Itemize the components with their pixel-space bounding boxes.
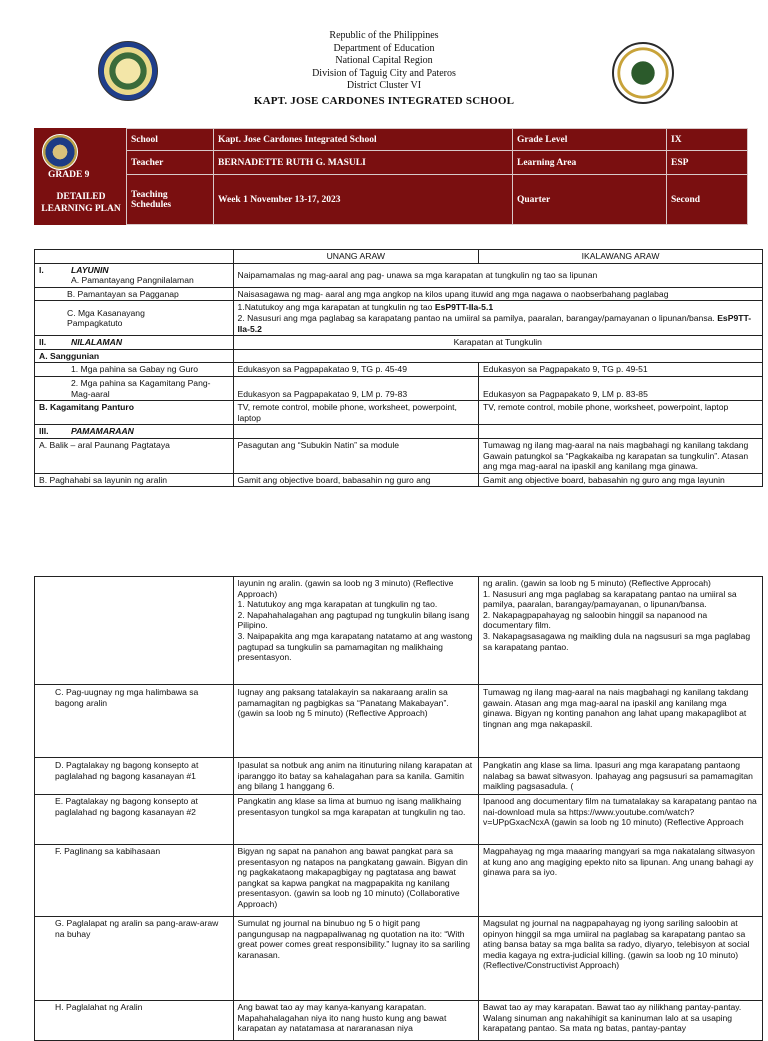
- row-label: A. Pamantayang Pangnilalaman: [71, 275, 194, 286]
- dlp-label: Teaching Schedules: [127, 175, 214, 225]
- row-value: Tumawag ng ilang mag-aaral na nais magbahagi ng kanilang takdang Gawain patungkol sa “Pagkakaiba ng karapatan sa tungkulin”. Atasan ang mga mag-aaral na ipaskil ang kanilang mga ginawa.: [479, 438, 763, 473]
- row-label: F. Paglinang sa kabihasaan: [35, 845, 234, 917]
- section-number: II.: [39, 337, 47, 348]
- row-label: C. Mga Kasanayang Pampagkatuto: [35, 301, 234, 336]
- dlp-label: Learning Area: [513, 151, 667, 175]
- letterhead-line: Division of Taguig City and Pateros: [312, 67, 456, 79]
- letterhead: [0, 30, 768, 107]
- row-value: Naisasagawa ng mag- aaral ang mga angkop na kilos upang ituwid ang mga nagawa o naobserbahang paglabag: [233, 287, 762, 301]
- letterhead-line: Republic of the Philippines: [329, 30, 439, 41]
- dlp-title: DETAILED LEARNING PLAN: [41, 192, 121, 214]
- row-value-empty: [233, 425, 479, 439]
- row-label: A. Sanggunian: [35, 349, 234, 363]
- row-label: H. Paglalahat ng Aralin: [35, 1001, 234, 1041]
- dlp-value: BERNADETTE RUTH G. MASULI: [214, 151, 513, 175]
- row-value-skills: [233, 301, 762, 336]
- row-value: Bawat tao ay may karapatan. Bawat tao ay nilikhang pantay-pantay. Walang sinuman ang nakahihigit sa kaninuman lalo at sa usaping karapatang pantao. Sa mata ng batas, pantay-pantay: [479, 1001, 763, 1041]
- letterhead-line: Department of Education: [333, 42, 435, 54]
- dlp-label: Quarter: [513, 175, 667, 225]
- dlp-left-panel: [34, 128, 126, 225]
- row-value: Magpahayag ng mga maaaring mangyari sa mga nakatalang sitwasyon at kung ano ang magiging epekto nito sa lipunan. Ang unang bahagi ay ginawa para sa iyo.: [479, 845, 763, 917]
- section-title: LAYUNIN: [71, 264, 109, 275]
- skill-code: EsP9TT-IIa-5.1: [434, 302, 494, 313]
- lesson-plan-table-1: [34, 249, 763, 487]
- skill-code: EsP9TT-IIa-5.2: [237, 312, 752, 334]
- section-nilalaman: [35, 336, 234, 350]
- dlp-value: Kapt. Jose Cardones Integrated School: [214, 129, 513, 151]
- row-value: Edukasyon sa Pagpapakato 9, LM p. 83-85: [479, 376, 763, 400]
- row-value: Karapatan at Tungkulin: [233, 336, 762, 350]
- row-value: Ang bawat tao ay may kanya-kanyang karapatan. Mapahahalagahan niya ito nang husto kung ang bawat karapatan ay natatamasa at nararanasan niya: [233, 1001, 479, 1041]
- row-value-empty: [233, 349, 762, 363]
- dlp-label: Grade Level: [513, 129, 667, 151]
- row-label: 2. Mga pahina sa Kagamitang Pang-Mag-aaral: [35, 376, 234, 400]
- dlp-header: [34, 128, 748, 225]
- row-label: C. Pag-uugnay ng mga halimbawa sa bagong aralin: [35, 685, 234, 758]
- table-header-blank: [35, 250, 234, 264]
- row-label: G. Paglalapat ng aralin sa pang-araw-araw na buhay: [35, 917, 234, 1001]
- row-value: Naipamamalas ng mag-aaral ang pag- unawa sa mga karapatan at tungkulin ng tao sa lipunan: [233, 263, 762, 287]
- letterhead-line: National Capital Region: [335, 55, 433, 66]
- lesson-plan-table-2: [34, 576, 763, 1041]
- row-value: ng aralin. (gawin sa loob ng 5 minuto) (Reflective Approcah) 1. Nasusuri ang mga paglabag sa karapatang pantao na umiiral sa pamilya, paaralan, barangay/pamayanan, o lipunan/bansa. 2. Nakapagpapahayag ng saloobin hinggil sa napanood na documentary film. 3. Nakapagsasagawa ng maikling dula na nagsusuri sa mga paglabag sa karapatang pantao.: [479, 577, 763, 685]
- section-number: I.: [39, 264, 44, 275]
- row-label: 1. Mga pahina sa Gabay ng Guro: [35, 363, 234, 377]
- row-value: Edukasyon sa Pagpapakatao 9, LM p. 79-83: [233, 376, 479, 400]
- row-value: Bigyan ng sapat na panahon ang bawat pangkat para sa presentasyon ng natapos na pangkatang gawain. Bigyan din ng pagkakataong makapagbigay ng pagtatasa ang bawat pangkat sa kapwa pangkat na magpapakita ng kanilang presentasyon. (gawin sa loob ng 10 minuto) (Collaborative Approach): [233, 845, 479, 917]
- row-value: Edukasyon sa Pagpapakatao 9, TG p. 45-49: [233, 363, 479, 377]
- section-pamamaraan: [35, 425, 234, 439]
- row-label: E. Pagtalakay ng bagong konsepto at paglalahad ng bagong kasanayan #2: [35, 795, 234, 845]
- dlp-value: ESP: [667, 151, 748, 175]
- row-value: TV, remote control, mobile phone, worksheet, powerpoint, laptop: [233, 401, 479, 425]
- row-label: D. Pagtalakay ng bagong konsepto at paglalahad ng bagong kasanayan #1: [35, 758, 234, 795]
- row-value-empty: [479, 425, 763, 439]
- row-value: Pangkatin ang klase sa lima at bumuo ng isang malikhaing presentasyon tungkol sa mga karapatan at tungkulin ng tao.: [233, 795, 479, 845]
- row-label: A. Balik – aral Paunang Pagtataya: [35, 438, 234, 473]
- skill-text: 2. Nasusuri ang mga paglabag sa karapatang pantao na umiiral sa pamilya, paaralan, barangay/pamayanan o lipunan/bansa.: [237, 312, 718, 323]
- table-header-day1: UNANG ARAW: [233, 250, 479, 264]
- section-layunin: [35, 263, 234, 287]
- row-value: Sumulat ng journal na binubuo ng 5 o higit pang pangungusap na nagpapaliwanag ng quotation na ito: “With great power comes great responsibility.” Iugnay ito sa sariling karanasan.: [233, 917, 479, 1001]
- row-label: B. Kagamitang Panturo: [35, 401, 234, 425]
- section-title: NILALAMAN: [71, 337, 123, 348]
- row-value: Pasagutan ang “Subukin Natin” sa module: [233, 438, 479, 473]
- row-label-empty: [35, 577, 234, 685]
- letterhead-line: District Cluster VI: [346, 80, 422, 91]
- row-value: layunin ng aralin. (gawin sa loob ng 3 minuto) (Reflective Approach) 1. Natutukoy ang mga karapatan at tungkulin ng tao. 2. Napahahalagahan ang pagtupad ng tungkulin bilang isang Pilipino. 3. Naipapakita ang mga karapatang natatamo at ang wastong pagtupad sa tungkulin sa pamamagitan ng malikhaing presentasyon.: [233, 577, 479, 685]
- dlp-label: School: [127, 129, 214, 151]
- dlp-value: Second: [667, 175, 748, 225]
- grade-label: GRADE 9: [48, 170, 90, 180]
- row-value: Pangkatin ang klase sa lima. Ipasuri ang mga karapatang pantaong nalabag sa bawat sitwasyon. Ipahayag ang pagsusuri sa pamamagitan maikling pagsasadula. (: [479, 758, 763, 795]
- row-value: Ipasulat sa notbuk ang anim na itinuturing nilang karapatan at iparanggo ito batay sa kahalagahan para sa kanila. Gamitin ang bilang 1 hanggang 6.: [233, 758, 479, 795]
- row-value: Magsulat ng journal na nagpapahayag ng iyong sariling saloobin at opinyon hinggil sa mga umiiral na paglabag sa karapatang pantao sa ating bansa batay sa mga balita sa radyo, diyaryo, telebisyon at social media kagaya ng extra-judicial killing. (gawin sa loob ng 10 minuto) (Reflective/Constructivist Approach): [479, 917, 763, 1001]
- section-number: III.: [39, 426, 49, 437]
- skill-text: 1.Natutukoy ang mga karapatan at tungkulin ng tao: [237, 302, 435, 313]
- row-value: Gamit ang objective board, babasahin ng guro ang: [233, 473, 479, 487]
- row-value: Iugnay ang paksang tatalakayin sa nakaraang aralin sa pamamagitan ng pagbigkas sa “Panatang Makabayan”. (gawin sa loob ng 5 minuto) (Reflective Approach): [233, 685, 479, 758]
- dlp-value: Week 1 November 13-17, 2023: [214, 175, 513, 225]
- dlp-info-grid: [126, 128, 748, 225]
- row-value: Gamit ang objective board, babasahin ng guro ang mga layunin: [479, 473, 763, 487]
- row-label: B. Paghahabi sa layunin ng aralin: [35, 473, 234, 487]
- dlp-value: IX: [667, 129, 748, 151]
- table-header-day2: IKALAWANG ARAW: [479, 250, 763, 264]
- deped-small-seal-logo: [42, 134, 78, 170]
- row-value: TV, remote control, mobile phone, worksheet, powerpoint, laptop: [479, 401, 763, 425]
- dlp-label: Teacher: [127, 151, 214, 175]
- section-title: PAMAMARAAN: [71, 426, 134, 437]
- row-value: Tumawag ng ilang mag-aaral na nais magbahagi ng kanilang takdang gawain. Atasan ang mga mag-aaral na ipaskil ang kanilang mga ginawa. Bigyan ng konting panahon ang lahat upang makapaglibot at tingnan ang mga nakapaskil.: [479, 685, 763, 758]
- row-value: Ipanood ang documentary film na tumatalakay sa karapatang pantao na nai-download mula sa https://www.youtube.com/watch?v=UPpGxacNcxA (gawin sa loob ng 10 minuto) (Reflective Approach: [479, 795, 763, 845]
- school-name: KAPT. JOSE CARDONES INTEGRATED SCHOOL: [253, 94, 515, 107]
- row-label: B. Pamantayan sa Pagganap: [35, 287, 234, 301]
- row-value: Edukasyon sa Pagpapakato 9, TG p. 49-51: [479, 363, 763, 377]
